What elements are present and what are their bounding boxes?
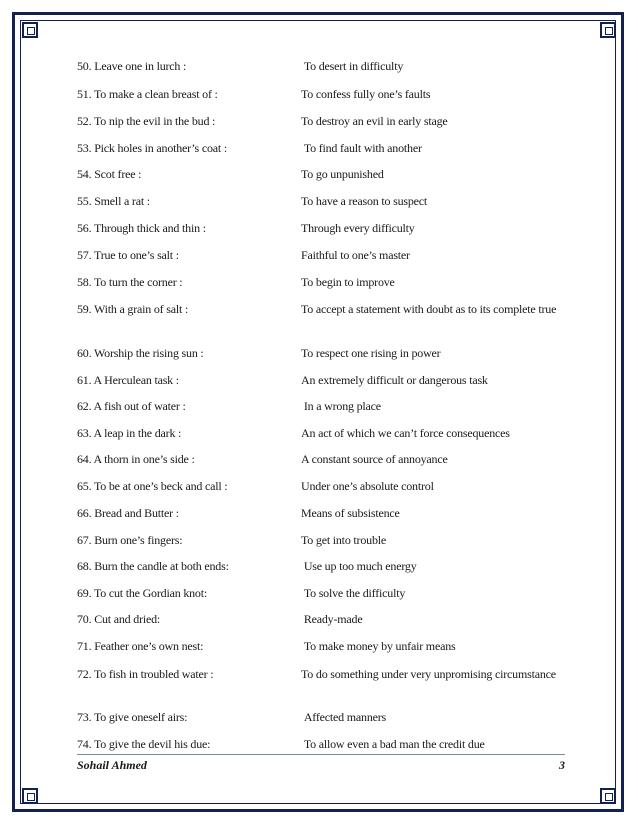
idiom-row	[77, 709, 567, 726]
idiom-term: 67. Burn one’s fingers:	[77, 533, 183, 547]
idiom-row	[77, 372, 567, 389]
page-border-corner-bottom-right	[600, 788, 616, 804]
idiom-term: 61. A Herculean task :	[77, 373, 179, 387]
idiom-row	[77, 86, 567, 103]
idiom-row	[77, 611, 567, 628]
idiom-term: 65. To be at one’s beck and call :	[77, 479, 228, 493]
idiom-meaning: Affected manners	[301, 710, 387, 724]
idiom-row	[77, 478, 567, 495]
idiom-meaning: Faithful to one’s master	[301, 248, 410, 262]
idiom-row	[77, 398, 567, 415]
idiom-row	[77, 113, 567, 130]
idiom-meaning: To have a reason to suspect	[301, 194, 428, 208]
idiom-term: 72. To fish in troubled water :	[77, 667, 214, 681]
idiom-meaning: An extremely difficult or dangerous task	[301, 373, 488, 387]
idiom-term: 58. To turn the corner :	[77, 275, 183, 289]
idiom-meaning: To respect one rising in power	[301, 346, 441, 360]
footer-author: Sohail Ahmed	[77, 758, 147, 772]
idiom-meaning: A constant source of annoyance	[301, 452, 448, 466]
idiom-row	[77, 638, 567, 655]
idiom-term: 56. Through thick and thin :	[77, 221, 206, 235]
idiom-row	[77, 345, 567, 362]
idiom-meaning: To do something under very unpromising circumstance	[301, 667, 556, 681]
idiom-term: 64. A thorn in one’s side :	[77, 452, 195, 466]
idiom-row	[77, 532, 567, 549]
idiom-meaning: To find fault with another	[301, 141, 422, 155]
idiom-term: 66. Bread and Butter :	[77, 506, 179, 520]
idiom-meaning: To solve the difficulty	[301, 586, 406, 600]
idiom-term: 63. A leap in the dark :	[77, 426, 182, 440]
idiom-meaning: To make money by unfair means	[301, 639, 456, 653]
idiom-meaning: Use up too much energy	[301, 559, 417, 573]
idiom-meaning: An act of which we can’t force consequences	[301, 426, 510, 440]
page-border-corner-top-left	[22, 22, 38, 38]
idiom-term: 53. Pick holes in another’s coat :	[77, 141, 227, 155]
idiom-row	[77, 193, 567, 210]
idiom-term: 71. Feather one’s own nest:	[77, 639, 204, 653]
idiom-row	[77, 585, 567, 602]
idiom-meaning: To desert in difficulty	[301, 59, 404, 73]
idiom-term: 57. True to one’s salt :	[77, 248, 179, 262]
idiom-term: 51. To make a clean breast of :	[77, 87, 218, 101]
idiom-term: 52. To nip the evil in the bud :	[77, 114, 216, 128]
idiom-meaning: Ready-made	[301, 612, 363, 626]
idiom-meaning: To allow even a bad man the credit due	[301, 737, 485, 751]
footer-rule	[77, 754, 565, 755]
idiom-meaning: To confess fully one’s faults	[301, 87, 431, 101]
footer-page-number: 3	[559, 758, 565, 772]
idiom-term: 69. To cut the Gordian knot:	[77, 586, 207, 600]
idiom-term: 73. To give oneself airs:	[77, 710, 188, 724]
idiom-meaning: Under one’s absolute control	[301, 479, 434, 493]
idiom-row	[77, 425, 567, 442]
idiom-row	[77, 166, 567, 183]
idiom-row	[77, 666, 567, 683]
idiom-row	[77, 301, 567, 318]
idiom-meaning: To destroy an evil in early stage	[301, 114, 448, 128]
idiom-meaning: To get into trouble	[301, 533, 387, 547]
idiom-row	[77, 220, 567, 237]
idiom-term: 68. Burn the candle at both ends:	[77, 559, 229, 573]
idiom-term: 54. Scot free :	[77, 167, 142, 181]
idiom-row	[77, 505, 567, 522]
idiom-row	[77, 558, 567, 575]
idiom-term: 62. A fish out of water :	[77, 399, 186, 413]
page-border-corner-top-right	[600, 22, 616, 38]
idiom-row	[77, 140, 567, 157]
page-border-corner-bottom-left	[22, 788, 38, 804]
idiom-term: 74. To give the devil his due:	[77, 737, 211, 751]
idiom-row	[77, 58, 567, 75]
idiom-row	[77, 247, 567, 264]
idiom-meaning: To accept a statement with doubt as to its complete true	[301, 302, 557, 316]
idiom-meaning: To begin to improve	[301, 275, 395, 289]
idiom-meaning: To go unpunished	[301, 167, 384, 181]
idiom-meaning: In a wrong place	[301, 399, 381, 413]
idiom-row	[77, 736, 567, 753]
idiom-meaning: Means of subsistence	[301, 506, 400, 520]
idiom-term: 60. Worship the rising sun :	[77, 346, 204, 360]
idiom-term: 50. Leave one in lurch :	[77, 59, 187, 73]
idiom-row	[77, 451, 567, 468]
idiom-term: 70. Cut and dried:	[77, 612, 161, 626]
idiom-meaning: Through every difficulty	[301, 221, 415, 235]
idiom-term: 59. With a grain of salt :	[77, 302, 189, 316]
idiom-row	[77, 274, 567, 291]
idiom-term: 55. Smell a rat :	[77, 194, 150, 208]
